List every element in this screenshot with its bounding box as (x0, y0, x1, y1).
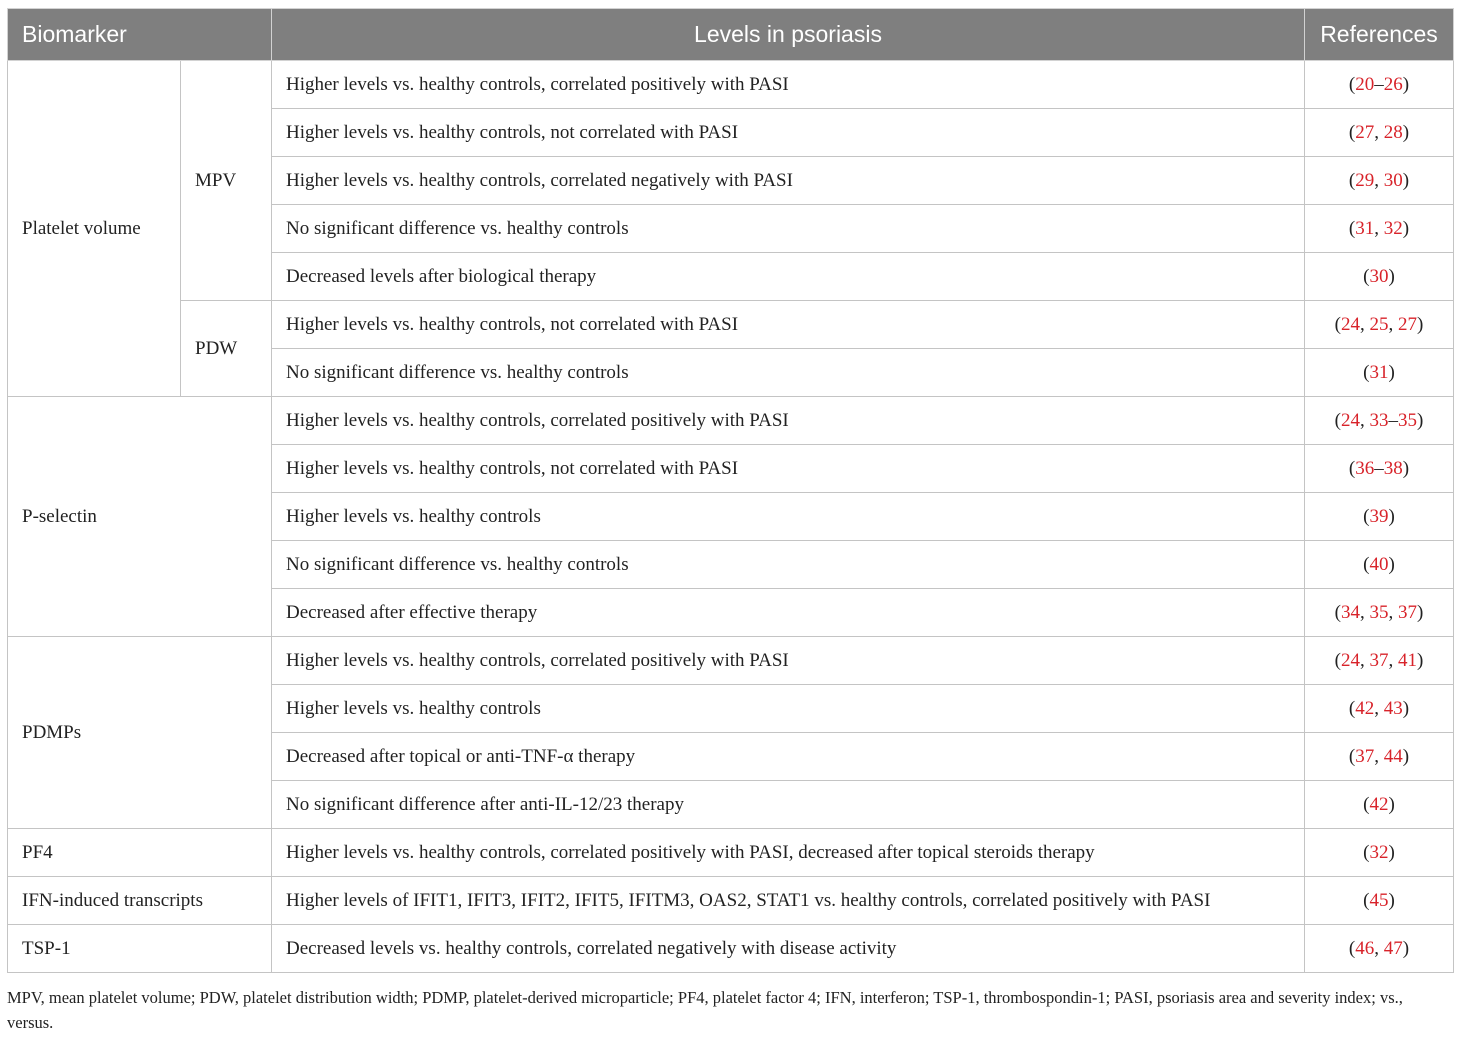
references-cell (1305, 781, 1454, 829)
levels-cell: Higher levels vs. healthy controls (272, 493, 1305, 541)
close-paren: ) (1402, 937, 1410, 959)
open-paren: ( (1348, 937, 1356, 959)
reference-link[interactable]: 35 (1369, 601, 1389, 623)
close-paren: ) (1402, 745, 1410, 767)
reference-link[interactable]: 24 (1341, 649, 1360, 671)
open-paren: ( (1363, 265, 1370, 287)
reference-link[interactable]: 27 (1398, 313, 1417, 335)
reference-separator: , (1388, 601, 1398, 623)
reference-link[interactable]: 42 (1355, 697, 1375, 719)
reference-separator: – (1388, 409, 1398, 431)
table-row (8, 877, 1454, 925)
reference-separator: , (1374, 697, 1384, 719)
group-pf4: PF4 (8, 829, 272, 877)
levels-cell: Decreased levels after biological therapy (272, 253, 1305, 301)
close-paren: ) (1388, 841, 1395, 863)
levels-cell: No significant difference vs. healthy controls (272, 349, 1305, 397)
references-cell (1305, 589, 1454, 637)
references-cell (1305, 925, 1454, 973)
open-paren: ( (1334, 601, 1341, 623)
open-paren: ( (1348, 457, 1356, 479)
table-footnote: MPV, mean platelet volume; PDW, platelet distribution width; PDMP, platelet-derived microparticle; PF4, platelet factor 4; IFN, interferon; TSP-1, thrombospondin-1; PASI, psoriasis area and severity index; vs., versus. (7, 988, 1403, 1032)
levels-cell: Decreased after effective therapy (272, 589, 1305, 637)
table-row (8, 637, 1454, 685)
levels-cell: Higher levels vs. healthy controls, correlated negatively with PASI (272, 157, 1305, 205)
header-row (8, 9, 1454, 61)
reference-separator: , (1388, 313, 1398, 335)
reference-link[interactable]: 30 (1383, 169, 1403, 191)
open-paren: ( (1363, 361, 1370, 383)
reference-link[interactable]: 24 (1341, 409, 1360, 431)
reference-link[interactable]: 45 (1369, 889, 1389, 911)
references-cell (1305, 733, 1454, 781)
open-paren: ( (1334, 409, 1341, 431)
biomarker-table (7, 8, 1454, 973)
close-paren: ) (1402, 697, 1410, 719)
open-paren: ( (1363, 505, 1370, 527)
levels-cell: Decreased levels vs. healthy controls, correlated negatively with disease activity (272, 925, 1305, 973)
open-paren: ( (1363, 841, 1370, 863)
reference-link[interactable]: 37 (1398, 601, 1417, 623)
open-paren: ( (1348, 169, 1356, 191)
group-pdmps: PDMPs (8, 637, 272, 829)
reference-separator: , (1374, 121, 1384, 143)
reference-link[interactable]: 38 (1383, 457, 1403, 479)
reference-link[interactable]: 31 (1355, 217, 1375, 239)
reference-link[interactable]: 47 (1383, 937, 1403, 959)
levels-cell: No significant difference after anti-IL-12/23 therapy (272, 781, 1305, 829)
close-paren: ) (1388, 553, 1395, 575)
references-cell (1305, 829, 1454, 877)
levels-cell: Higher levels vs. healthy controls, correlated positively with PASI (272, 637, 1305, 685)
reference-separator: , (1360, 409, 1370, 431)
reference-link[interactable]: 37 (1369, 649, 1389, 671)
subgroup-pdw: PDW (181, 301, 272, 397)
levels-cell: Higher levels vs. healthy controls, not correlated with PASI (272, 301, 1305, 349)
close-paren: ) (1417, 409, 1424, 431)
close-paren: ) (1402, 169, 1410, 191)
reference-link[interactable]: 36 (1355, 457, 1375, 479)
reference-link[interactable]: 39 (1369, 505, 1389, 527)
reference-link[interactable]: 30 (1369, 265, 1389, 287)
reference-link[interactable]: 35 (1398, 409, 1417, 431)
levels-cell: No significant difference vs. healthy controls (272, 541, 1305, 589)
levels-cell: Decreased after topical or anti-TNF-α therapy (272, 733, 1305, 781)
close-paren: ) (1417, 601, 1424, 623)
references-cell (1305, 541, 1454, 589)
reference-link[interactable]: 43 (1383, 697, 1403, 719)
references-cell (1305, 445, 1454, 493)
close-paren: ) (1388, 265, 1395, 287)
levels-cell: Higher levels vs. healthy controls (272, 685, 1305, 733)
references-cell (1305, 61, 1454, 109)
references-cell (1305, 157, 1454, 205)
references-cell (1305, 637, 1454, 685)
reference-separator: – (1374, 73, 1384, 95)
open-paren: ( (1348, 217, 1356, 239)
open-paren: ( (1363, 553, 1370, 575)
reference-link[interactable]: 42 (1369, 793, 1389, 815)
open-paren: ( (1348, 697, 1356, 719)
close-paren: ) (1388, 793, 1395, 815)
table-row (8, 829, 1454, 877)
levels-cell: Higher levels vs. healthy controls, not correlated with PASI (272, 445, 1305, 493)
reference-link[interactable]: 34 (1341, 601, 1360, 623)
reference-link[interactable]: 28 (1383, 121, 1403, 143)
reference-link[interactable]: 41 (1398, 649, 1417, 671)
table-row (8, 925, 1454, 973)
group-ifn-induced-transcripts: IFN-induced transcripts (8, 877, 272, 925)
close-paren: ) (1402, 73, 1410, 95)
header-references: References (1305, 9, 1454, 61)
reference-separator: , (1360, 601, 1370, 623)
group-platelet-volume: Platelet volume (8, 61, 181, 397)
references-cell (1305, 253, 1454, 301)
reference-link[interactable]: 32 (1369, 841, 1389, 863)
reference-separator: , (1388, 649, 1398, 671)
references-cell (1305, 205, 1454, 253)
levels-cell: No significant difference vs. healthy controls (272, 205, 1305, 253)
levels-cell: Higher levels vs. healthy controls, correlated positively with PASI, decreased after topical steroids therapy (272, 829, 1305, 877)
open-paren: ( (1348, 745, 1356, 767)
reference-link[interactable]: 24 (1341, 313, 1360, 335)
reference-link[interactable]: 32 (1383, 217, 1403, 239)
group-p-selectin: P-selectin (8, 397, 272, 637)
close-paren: ) (1402, 217, 1410, 239)
references-cell (1305, 397, 1454, 445)
reference-link[interactable]: 46 (1355, 937, 1375, 959)
table-row (8, 397, 1454, 445)
references-cell (1305, 685, 1454, 733)
references-cell (1305, 877, 1454, 925)
references-cell (1305, 349, 1454, 397)
group-tsp-1: TSP-1 (8, 925, 272, 973)
table-row (8, 61, 1454, 109)
open-paren: ( (1348, 73, 1356, 95)
open-paren: ( (1348, 121, 1356, 143)
reference-separator: , (1360, 649, 1370, 671)
close-paren: ) (1402, 457, 1410, 479)
references-cell (1305, 493, 1454, 541)
reference-link[interactable]: 44 (1383, 745, 1403, 767)
close-paren: ) (1417, 649, 1424, 671)
reference-link[interactable]: 37 (1355, 745, 1375, 767)
levels-cell: Higher levels of IFIT1, IFIT3, IFIT2, IFIT5, IFITM3, OAS2, STAT1 vs. healthy controls, correlated positively with PASI (272, 877, 1305, 925)
reference-separator: , (1374, 937, 1384, 959)
open-paren: ( (1334, 649, 1341, 671)
reference-separator: , (1374, 745, 1384, 767)
close-paren: ) (1388, 889, 1395, 911)
reference-separator: – (1374, 457, 1384, 479)
close-paren: ) (1388, 361, 1395, 383)
references-cell (1305, 109, 1454, 157)
reference-link[interactable]: 20 (1355, 73, 1375, 95)
levels-cell: Higher levels vs. healthy controls, not correlated with PASI (272, 109, 1305, 157)
open-paren: ( (1334, 313, 1341, 335)
reference-link[interactable]: 26 (1383, 73, 1403, 95)
reference-link[interactable]: 29 (1355, 169, 1375, 191)
open-paren: ( (1363, 793, 1370, 815)
close-paren: ) (1417, 313, 1424, 335)
close-paren: ) (1402, 121, 1410, 143)
reference-separator: , (1374, 169, 1384, 191)
reference-link[interactable]: 33 (1369, 409, 1389, 431)
reference-separator: , (1374, 217, 1384, 239)
open-paren: ( (1363, 889, 1370, 911)
reference-link[interactable]: 40 (1369, 553, 1389, 575)
levels-cell: Higher levels vs. healthy controls, correlated positively with PASI (272, 397, 1305, 445)
reference-separator: , (1360, 313, 1370, 335)
reference-link[interactable]: 25 (1369, 313, 1389, 335)
close-paren: ) (1388, 505, 1395, 527)
levels-cell: Higher levels vs. healthy controls, correlated positively with PASI (272, 61, 1305, 109)
reference-link[interactable]: 31 (1369, 361, 1389, 383)
header-biomarker: Biomarker (8, 9, 272, 61)
subgroup-mpv: MPV (181, 61, 272, 301)
reference-link[interactable]: 27 (1355, 121, 1375, 143)
table-row (8, 301, 1454, 349)
references-cell (1305, 301, 1454, 349)
header-levels: Levels in psoriasis (272, 9, 1305, 61)
